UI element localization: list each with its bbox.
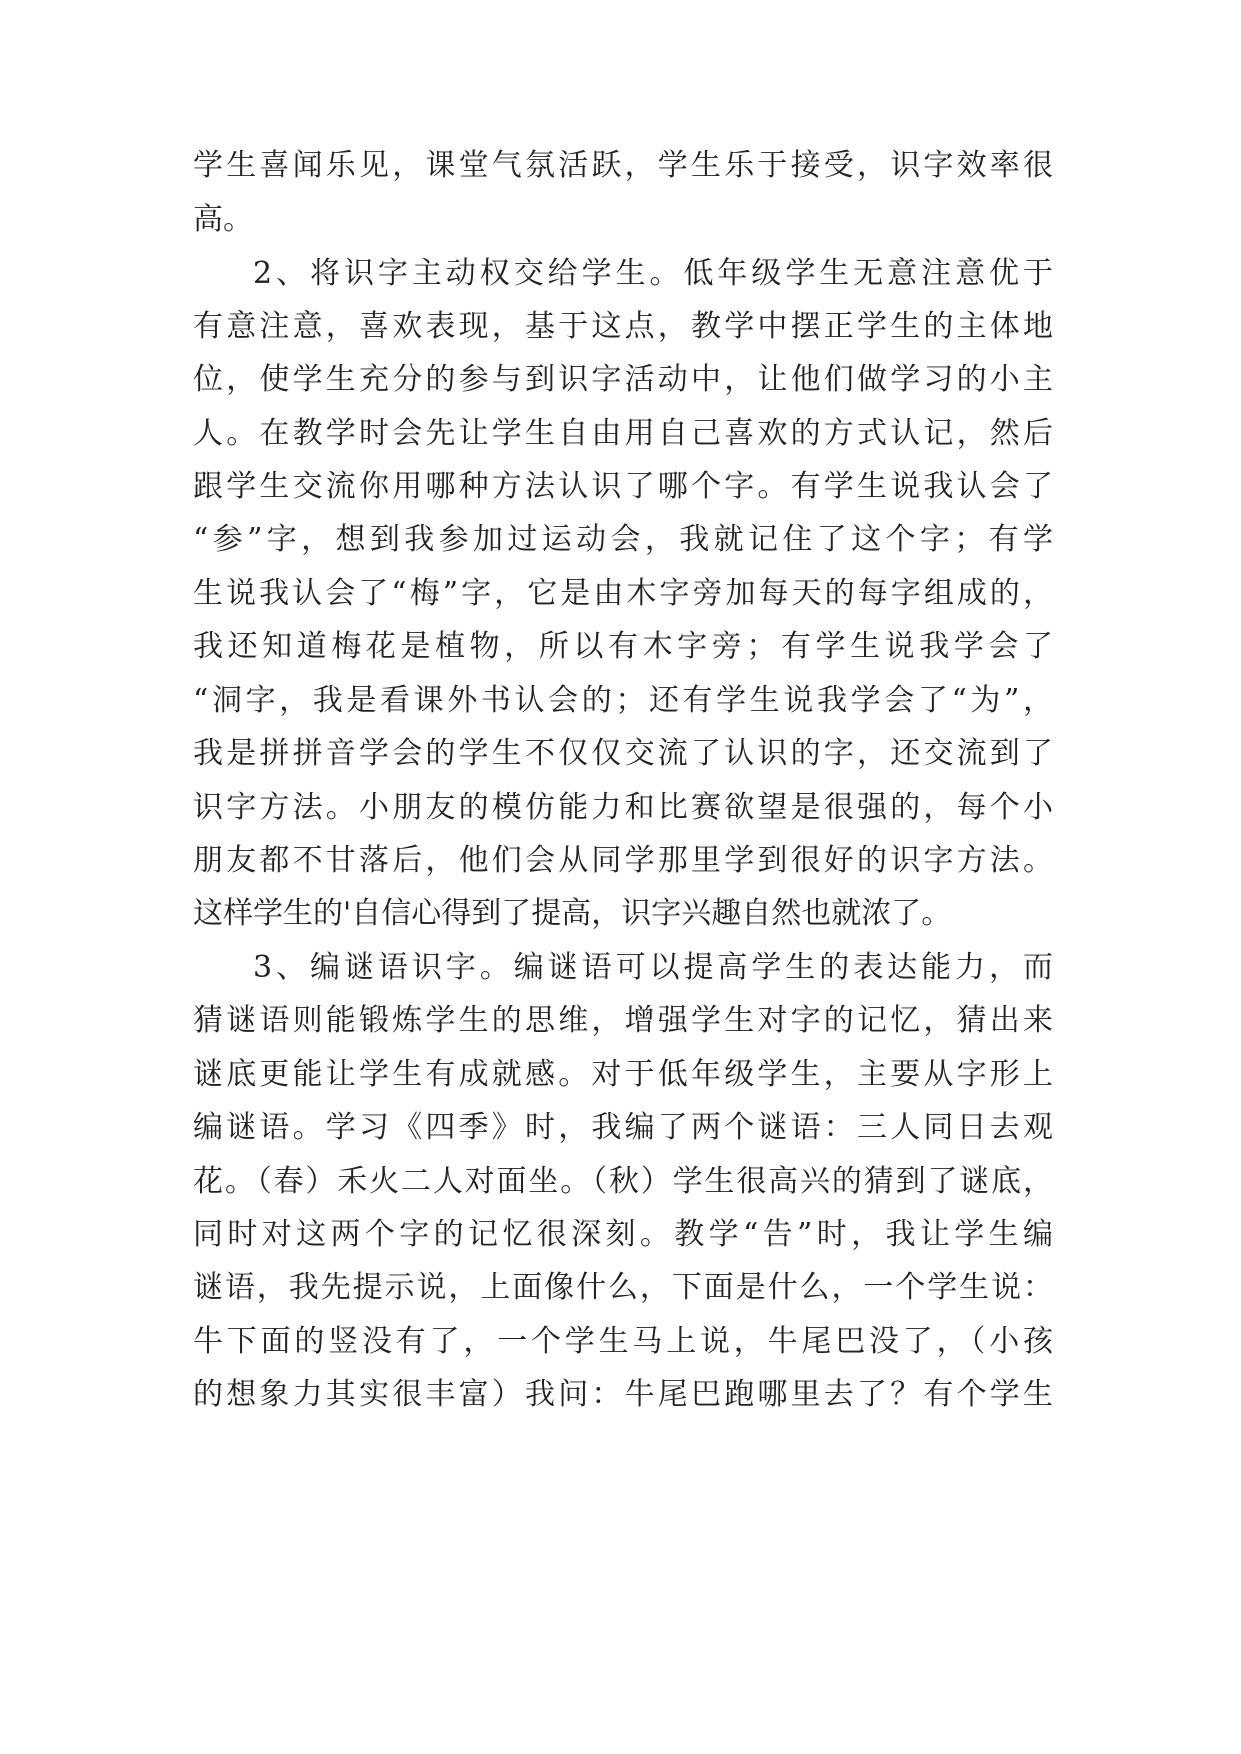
text-line-18: 谜底更能让学生有成就感。对于低年级学生，主要从字形上 [193, 1057, 1053, 1092]
text-line-5: 位，使学生充分的参与到识字活动中，让他们做学习的小主 [193, 362, 1053, 397]
text-line-14: 朋友都不甘落后，他们会从同学那里学到很好的识字方法。 [193, 843, 1053, 878]
text-line-10: 我还知道梅花是植物，所以有木字旁；有学生说我学会了 [193, 629, 1053, 664]
text-line-1: 学生喜闻乐见，课堂气氛活跃，学生乐于接受，识字效率很 [193, 148, 1053, 183]
text-line-13: 识字方法。小朋友的模仿能力和比赛欲望是很强的，每个小 [193, 790, 1053, 825]
text-line-7: 跟学生交流你用哪种方法认识了哪个字。有学生说我认会了 [193, 469, 1053, 504]
text-line-24: 的想象力其实很丰富）我问：牛尾巴跑哪里去了？有个学生 [193, 1377, 1053, 1412]
text-line-8: “参”字，想到我参加过运动会，我就记住了这个字；有学 [193, 522, 1053, 557]
paragraph-3-line-1: 3、编谜语识字。编谜语可以提高学生的表达能力，而 [253, 950, 1053, 985]
text-line-2: 高。 [193, 202, 253, 237]
text-line-4: 有意注意，喜欢表现，基于这点，教学中摆正学生的主体地 [193, 309, 1053, 344]
text-line-23: 牛下面的竖没有了，一个学生马上说，牛尾巴没了，（小孩 [193, 1324, 1053, 1359]
text-line-12: 我是拼拼音学会的学生不仅仅交流了认识的字，还交流到了 [193, 736, 1053, 771]
text-line-11: “洞字，我是看课外书认会的；还有学生说我学会了“为”， [193, 683, 1053, 718]
text-line-19: 编谜语。学习《四季》时，我编了两个谜语：三人同日去观 [193, 1110, 1053, 1145]
text-line-15: 这样学生的'自信心得到了提高，识字兴趣自然也就浓了。 [193, 896, 952, 931]
text-line-20: 花。（春）禾火二人对面坐。（秋）学生很高兴的猜到了谜底， [193, 1164, 1053, 1199]
text-line-21: 同时对这两个字的记忆很深刻。教学“告”时，我让学生编 [193, 1217, 1053, 1252]
text-line-9: 生说我认会了“梅”字，它是由木字旁加每天的每字组成的， [193, 576, 1053, 611]
text-line-17: 猜谜语则能锻炼学生的思维，增强学生对字的记忆，猜出来 [193, 1003, 1053, 1038]
paragraph-2-line-1: 2、将识字主动权交给学生。低年级学生无意注意优于 [253, 256, 1053, 291]
text-line-6: 人。在教学时会先让学生自由用自己喜欢的方式认记，然后 [193, 416, 1053, 451]
text-line-22: 谜语，我先提示说，上面像什么，下面是什么，一个学生说： [193, 1270, 1053, 1305]
